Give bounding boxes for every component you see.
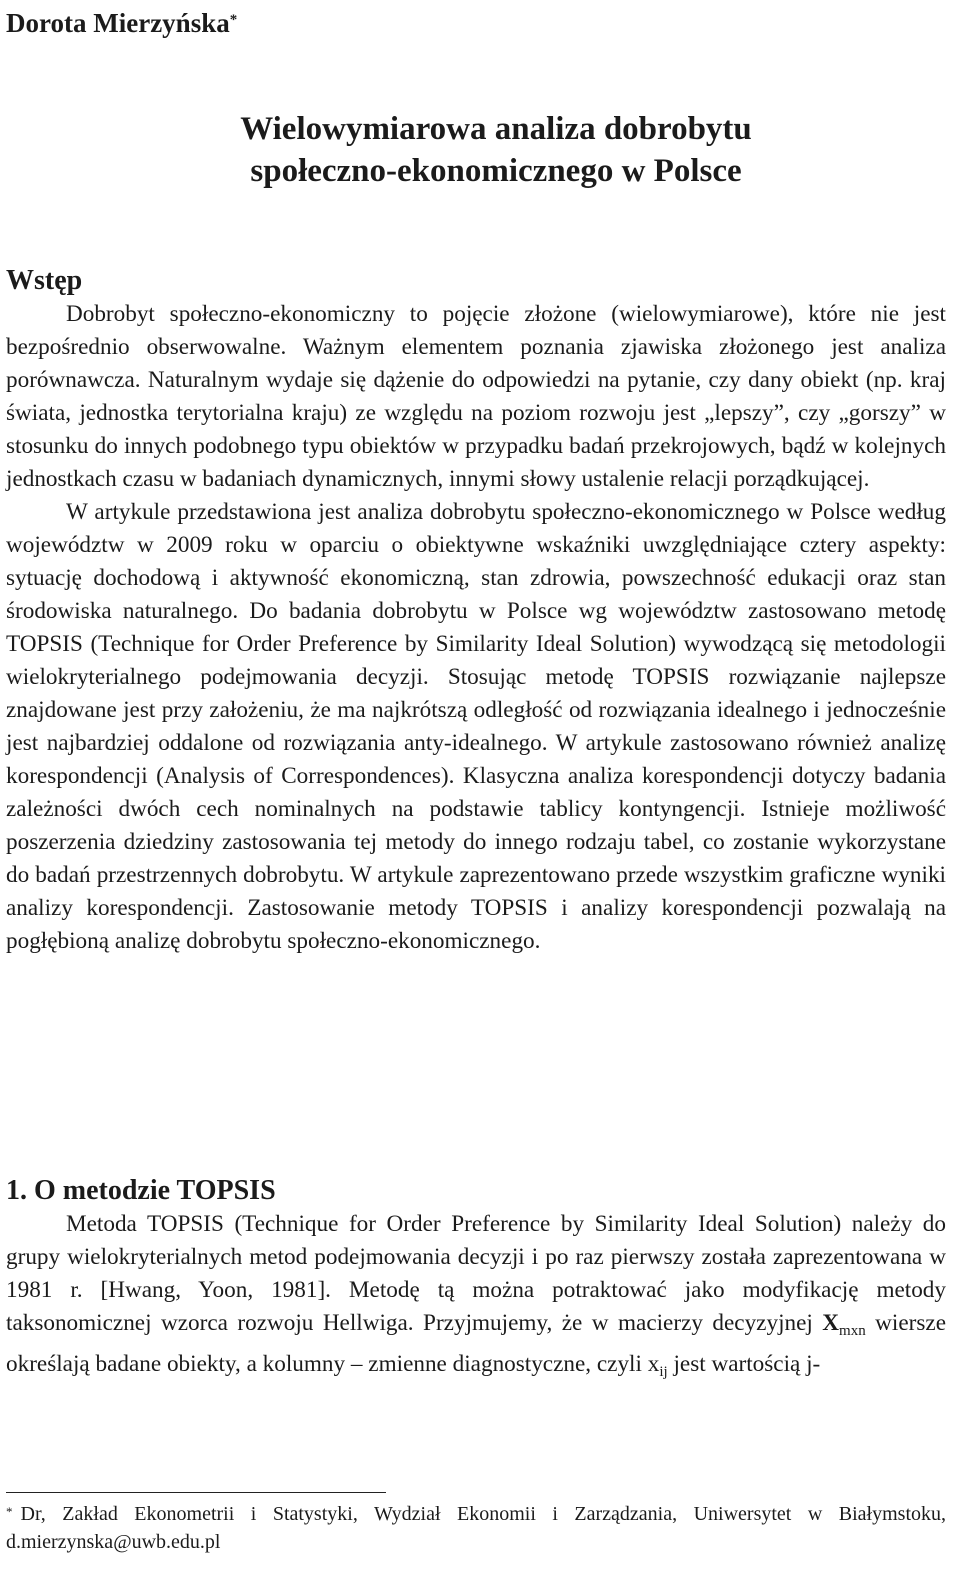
title-line-1: Wielowymiarowa analiza dobrobytu bbox=[240, 111, 752, 147]
intro-heading: Wstęp bbox=[6, 265, 83, 296]
author-footnote-mark: * bbox=[229, 12, 238, 28]
footnote-separator bbox=[6, 1492, 386, 1493]
section-1-paragraph: Metoda TOPSIS (Technique for Order Preference by Similarity Ideal Solution) należy do grupy wielokryterialnych metod podejmowania decyzji i po raz pierwszy została zaprezentowana w 1981 r. [Hwang, Yoon, 1981]. Metodę tą można potraktować jako modyfikację metody taksonomicznej wzorca rozwoju Hellwiga. Przyjmujemy, że w macierzy decyzyjnej $X_{mxn}$ wiersze określają badane obiekty, a kolumny – zmienne diagnostyczne, czyli $x_{ij}$ jest wartością j- bbox=[6, 1211, 946, 1380]
intro-paragraph-2: W artykule przedstawiona jest analiza dobrobytu społeczno-ekonomicznego w Polsce według województw w 2009 roku w oparciu o obiektywne wskaźniki uwzględniające cztery aspekty: sytuację dochodową i aktywność ekonomiczną, stan zdrowia, powszechność edukacji oraz stan środowiska naturalnego. Do badania dobrobytu w Polsce wg województw zastosowano metodę TOPSIS (Technique for Order Preference by Similarity Ideal Solution) wywodzącą się metodologii wielokryterialnego podejmowania decyzji. Stosując metodę TOPSIS rozwiązanie najlepsze znajdowane jest przy założeniu, że ma najkrótszą odległość od rozwiązania idealnego i jednocześnie jest najbardziej oddalone od rozwiązania anty-idealnego. W artykule zastosowano również analizę korespondencji (Analysis of Correspondences). Klasyczna analiza korespondencji dotyczy badania zależności dwóch cech nominalnych na podstawie tablicy kontyngencji. Istnieje możliwość poszerzenia dziedziny zastosowania tej metody do innego rodzaju tabel, co zostanie wykorzystane do badań przestrzennych dobrobytu. W artykule zaprezentowano przede wszystkim graficzne wyniki analizy korespondencji. Zastosowanie metody TOPSIS i analizy korespondencji pozwalają na pogłębioną analizę dobrobytu społeczno-ekonomicznego. bbox=[6, 499, 946, 954]
title-line-2: społeczno-ekonomicznego w Polsce bbox=[250, 153, 742, 189]
section-1-heading: 1. O metodzie TOPSIS bbox=[6, 1175, 276, 1206]
intro-section bbox=[6, 264, 946, 958]
author-name: Dorota Mierzyńska* bbox=[6, 8, 238, 38]
article-title bbox=[0, 108, 960, 192]
element-subscript: ij bbox=[659, 1364, 668, 1380]
matrix-symbol: X bbox=[822, 1310, 840, 1336]
footnote-mark: * bbox=[6, 1504, 13, 1519]
footnote bbox=[6, 1500, 946, 1556]
footnote-text: Dr, Zakład Ekonometrii i Statystyki, Wydział Ekonomii i Zarządzania, Uniwersytet w Białymstoku, d.mierzynska@uwb.edu.pl bbox=[6, 1503, 946, 1553]
intro-paragraph-1: Dobrobyt społeczno-ekonomiczny to pojęcie złożone (wielowymiarowe), które nie jest bezpośrednio obserwowalne. Ważnym elementem poznania zjawiska złożonego jest analiza porównawcza. Naturalnym wydaje się dążenie do odpowiedzi na pytanie, czy dany obiekt (np. kraj świata, jednostka terytorialna kraju) ze względu na poziom rozwoju jest „lepszy”, czy „gorszy” w stosunku do innych podobnego typu obiektów w przypadku badań przekrojowych, bądź w kolejnych jednostkach czasu w badaniach dynamicznych, innymi słowy ustalenie relacji porządkującej. bbox=[6, 301, 946, 492]
section-1 bbox=[6, 1174, 946, 1389]
element-symbol: x bbox=[647, 1351, 660, 1377]
matrix-subscript: mxn bbox=[839, 1323, 866, 1339]
